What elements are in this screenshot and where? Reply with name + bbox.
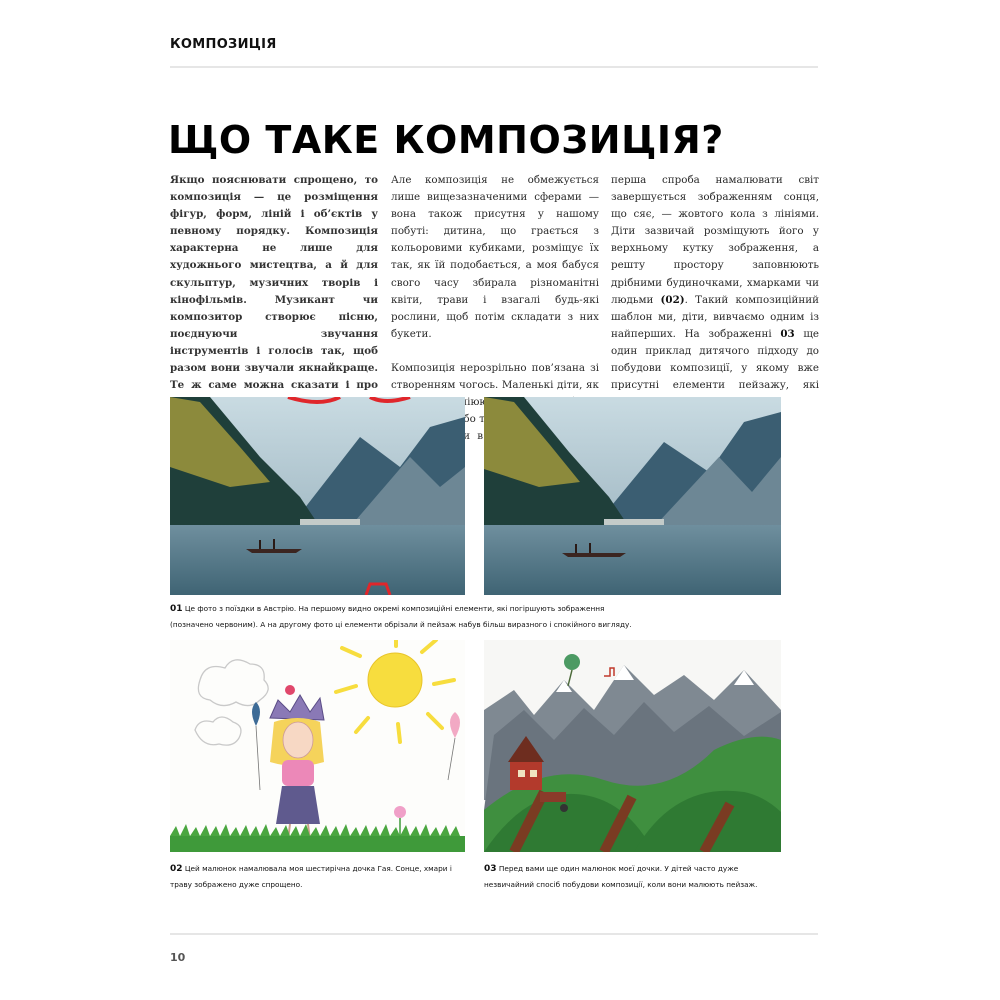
column-3-text-c: ще один приклад дитячого підходу до побудови композиції, у якому вже присутні елементи пейзажу, які [611, 327, 819, 392]
caption-02 [170, 861, 470, 893]
drawing-mountains [484, 640, 781, 852]
caption-01-text: Це фото з поїздки в Австрію. На першому видно окремі композиційні елементи, які погіршують зображення (позначено червоним). А на другому фото ці елементи обрізали й пейзаж набув більш виразного і спокійного вигляду. [170, 604, 632, 629]
running-header: КОМПОЗИЦІЯ [170, 37, 277, 52]
photo-lake-original [170, 397, 465, 595]
column-1-paragraph: Якщо пояснювати спрощено, то композиція — це розміщення фігур, форм, ліній і об’єктів у певному порядку. Композиція характерна не лише для художнього мистецтва, а й для скульптур, музичних творів і кінофільмів. Музикант чи композитор створює пісню, поєднуючи звучання інструментів і голосів так, щоб разом вони звучали якнайкраще. Те ж саме можна сказати і про [170, 174, 378, 392]
column-3-text-b: . Такий композиційний шаблон ми, діти, вивчаємо одним із найперших. На зображенні [611, 293, 819, 340]
column-2-paragraph-1: Але композиція не обмежується лише вищезазначеними сферами — вона також присутня у нашому побуті: дитина, що грається з кольоровими кубиками, розміщує їх так, як їй подобається, а моя бабуся свого часу збирала різноманітні квіти, трави і взагалі будь-які рослини, щоб потім складати з них букети. [391, 174, 599, 340]
caption-02-text: Цей малюнок намалювала моя шестирічна дочка Гая. Сонце, хмари і траву зображено дуже спрощено. [170, 864, 452, 889]
column-2-paragraph-2: Композиція нерозрільно пов’язана зі створенням чогось. Маленькі діти, як копіюють або в [391, 361, 599, 443]
figure-ref-03: 03 [780, 327, 795, 340]
caption-02-number: 02 [170, 864, 183, 874]
figure-ref-02: (02) [660, 293, 685, 306]
column-3-paragraph [611, 172, 819, 411]
column-3-text-a: перша спроба намалювати світ завершується зображенням сонця, що сяє, — жовтого кола з лініями. Діти зазвичай розміщують його у верхньому кутку зображення, а решту простору заповнюють дрібними будиночками, хмарками чи людьми [611, 174, 819, 306]
caption-01 [170, 601, 646, 633]
top-rule [170, 66, 818, 68]
caption-01-number: 01 [170, 604, 183, 614]
caption-03 [484, 861, 784, 893]
caption-03-number: 03 [484, 864, 497, 874]
text-column-3 [611, 172, 819, 411]
page-number: 10 [170, 951, 186, 964]
bottom-rule [170, 933, 818, 935]
page-title: ЩО ТАКЕ КОМПОЗИЦІЯ? [168, 118, 724, 162]
drawing-girl-sun [170, 640, 465, 852]
photo-lake-cropped [484, 397, 781, 595]
caption-03-text: Перед вами ще один малюнок моєї дочки. У дітей часто дуже незвичайний спосіб побудови композиції, коли вони малюють пейзаж. [484, 864, 758, 889]
